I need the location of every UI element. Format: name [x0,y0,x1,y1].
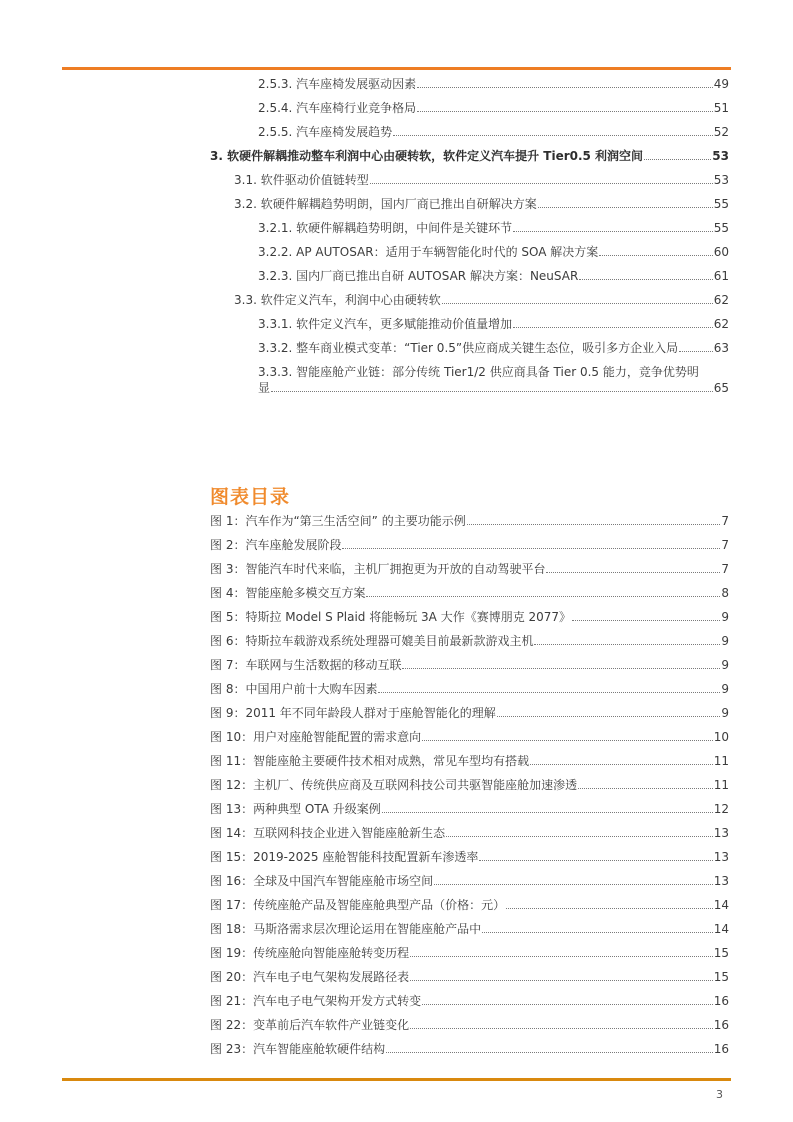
figure-title: 车联网与生活数据的移动互联 [245,658,402,672]
dot-leader [679,351,713,352]
figure-title: 两种典型 OTA 升级案例 [253,802,381,816]
figure-page: 9 [721,706,729,720]
figure-label: 图 3： [210,562,246,576]
figure-label: 图 17： [210,898,254,912]
figure-page: 12 [713,802,729,816]
dot-leader [410,956,713,957]
figure-page: 13 [713,850,729,864]
dot-leader [513,327,713,328]
toc-entry-title: 2.5.3. 汽车座椅发展驱动因素 [258,77,417,91]
dot-leader [506,908,713,909]
figure-label: 图 19： [210,946,254,960]
figure-title: 特斯拉车载游戏系统处理器可媲美目前最新款游戏主机 [245,634,534,648]
dot-leader [386,1052,713,1053]
toc-entry-title: 3.3. 软件定义汽车，利润中心由硬转软 [234,293,441,307]
figure-page: 9 [721,658,729,672]
toc-entry-page: 51 [713,101,729,115]
figure-label: 图 4： [210,586,246,600]
figure-entry[interactable] [210,753,729,769]
figure-title: 智能座舱主要硬件技术相对成熟，常见车型均有搭载 [253,754,530,768]
figure-page: 7 [721,538,729,552]
toc-entry-wrapped[interactable] [258,364,729,396]
figure-entry[interactable] [210,561,729,577]
toc-entry-page: 65 [713,381,729,395]
dot-leader [479,860,712,861]
figure-page: 13 [713,826,729,840]
figure-label: 图 2： [210,538,246,552]
figure-title: 智能座舱多模交互方案 [245,586,366,600]
figure-page: 16 [713,1018,729,1032]
figure-page: 15 [713,970,729,984]
figure-title: 汽车电子电气架构开发方式转变 [253,994,422,1008]
figure-entry[interactable] [210,1017,729,1033]
dot-leader [410,980,713,981]
figure-entry[interactable] [210,969,729,985]
figure-label: 图 9： [210,706,246,720]
figure-label: 图 13： [210,802,254,816]
page-number: 3 [716,1088,723,1101]
dot-leader [467,524,721,525]
figure-entry[interactable] [210,681,729,697]
figure-entry[interactable] [210,993,729,1009]
figure-title: 汽车作为“第三生活空间” 的主要功能示例 [245,514,466,528]
figure-entry[interactable] [210,1041,729,1057]
figure-title: 互联网科技企业进入智能座舱新生态 [253,826,446,840]
figure-title: 全球及中国汽车智能座舱市场空间 [253,874,434,888]
figure-entry[interactable] [210,537,729,553]
dot-leader [342,548,720,549]
toc-entry-title-line1: 3.3.3. 智能座舱产业链：部分传统 Tier1/2 供应商具备 Tier 0.5 能力，竞争优势明 [258,365,699,379]
figure-entry[interactable] [210,777,729,793]
figure-entry[interactable] [210,705,729,721]
footer-rule [62,1078,731,1081]
figure-label: 图 11： [210,754,254,768]
toc-entry-page: 60 [713,245,729,259]
dot-leader [370,183,713,184]
toc-entry-title: 3. 软硬件解耦推动整车利润中心由硬转软，软件定义汽车提升 Tier0.5 利润空间 [210,149,644,163]
figure-title: 智能汽车时代来临，主机厂拥抱更为开放的自动驾驶平台 [245,562,546,576]
figure-title: 传统座舱产品及智能座舱典型产品（价格：元） [253,898,506,912]
toc-entry[interactable] [258,268,729,284]
figure-label: 图 20： [210,970,254,984]
figure-page: 16 [713,1042,729,1056]
dot-leader [382,812,713,813]
dot-leader [434,884,713,885]
dot-leader [534,644,720,645]
dot-leader [578,788,713,789]
toc-entry-title: 3.3.1. 软件定义汽车，更多赋能推动价值量增加 [258,317,513,331]
figure-page: 9 [721,610,729,624]
dot-leader [446,836,713,837]
figure-label: 图 7： [210,658,246,672]
dot-leader [538,207,713,208]
dot-leader [579,279,712,280]
toc-entry-page: 61 [713,269,729,283]
figure-page: 13 [713,874,729,888]
figure-entry[interactable] [210,897,729,913]
figure-page: 7 [721,562,729,576]
figure-title: 马斯洛需求层次理论运用在智能座舱产品中 [253,922,482,936]
dot-leader [572,620,720,621]
dot-leader [599,255,712,256]
figure-entry[interactable] [210,585,729,601]
toc-entry-page: 62 [713,317,729,331]
toc-entry-title-line2: 显 [258,381,271,395]
toc-entry[interactable] [258,124,729,140]
figure-title: 中国用户前十大购车因素 [245,682,378,696]
figure-page: 11 [713,754,729,768]
toc-entry-page: 49 [713,77,729,91]
figure-title: 主机厂、传统供应商及互联网科技公司共驱智能座舱加速渗透 [253,778,578,792]
dot-leader [497,716,721,717]
figure-title: 汽车智能座舱软硬件结构 [253,1042,386,1056]
figure-page: 10 [713,730,729,744]
toc-entry-section[interactable] [234,196,729,212]
figure-entry[interactable] [210,609,729,625]
dot-leader [546,572,720,573]
dot-leader [644,159,711,160]
dot-leader [422,740,713,741]
figure-label: 图 10： [210,730,254,744]
figure-entry[interactable] [210,825,729,841]
dot-leader [271,391,713,392]
dot-leader [393,135,713,136]
figure-label: 图 22： [210,1018,254,1032]
figure-page: 14 [713,922,729,936]
figure-entry[interactable] [210,633,729,649]
figure-label: 图 8： [210,682,246,696]
dot-leader [513,231,713,232]
toc-entry[interactable] [258,220,729,236]
toc-entry-title: 3.2.1. 软硬件解耦趋势明朗，中间件是关键环节 [258,221,513,235]
toc-entry[interactable] [258,316,729,332]
toc-entry-title: 3.1. 软件驱动价值链转型 [234,173,369,187]
figure-label: 图 6： [210,634,246,648]
figure-title: 特斯拉 Model S Plaid 将能畅玩 3A 大作《赛博朋克 2077》 [245,610,572,624]
figure-entry[interactable] [210,921,729,937]
figure-entry[interactable] [210,873,729,889]
dot-leader [366,596,720,597]
dot-leader [402,668,720,669]
figure-page: 15 [713,946,729,960]
figure-entry[interactable] [210,657,729,673]
figure-entry[interactable] [210,945,729,961]
toc-entry-page: 53 [713,173,729,187]
dot-leader [417,87,713,88]
toc-entry-section[interactable] [234,172,729,188]
figure-page: 9 [721,634,729,648]
figure-entry[interactable] [210,801,729,817]
figure-label: 图 18： [210,922,254,936]
toc-entry[interactable] [258,76,729,92]
figures-heading: 图表目录 [210,486,291,508]
figure-title: 用户对座舱智能配置的需求意向 [253,730,422,744]
toc-entry-title: 2.5.4. 汽车座椅行业竞争格局 [258,101,417,115]
figure-page: 9 [721,682,729,696]
figure-page: 14 [713,898,729,912]
figure-page: 11 [713,778,729,792]
toc-entry[interactable] [258,244,729,260]
figure-title: 变革前后汽车软件产业链变化 [253,1018,410,1032]
toc-entry-page: 55 [713,197,729,211]
toc-entry-page: 52 [713,125,729,139]
header-rule [62,67,731,70]
figure-title: 传统座舱向智能座舱转变历程 [253,946,410,960]
toc-entry-section[interactable] [234,292,729,308]
toc-entry-title: 3.3.2. 整车商业模式变革：“Tier 0.5”供应商成关键生态位，吸引多方企业入局 [258,341,679,355]
figure-page: 8 [721,586,729,600]
figure-label: 图 1： [210,514,246,528]
dot-leader [378,692,720,693]
dot-leader [442,303,713,304]
toc-entry-chapter[interactable] [210,148,729,164]
toc-entry[interactable] [258,340,729,356]
figure-title: 2011 年不同年龄段人群对于座舱智能化的理解 [245,706,496,720]
toc-entry[interactable] [258,100,729,116]
dot-leader [530,764,713,765]
toc-entry-page: 62 [713,293,729,307]
figure-label: 图 21： [210,994,254,1008]
toc-entry-title: 3.2.2. AP AUTOSAR：适用于车辆智能化时代的 SOA 解决方案 [258,245,599,259]
dot-leader [482,932,713,933]
toc-entry-page: 55 [713,221,729,235]
toc-entry-page: 53 [712,149,729,163]
figure-label: 图 23： [210,1042,254,1056]
dot-leader [410,1028,713,1029]
figure-page: 7 [721,514,729,528]
toc-entry-page: 63 [713,341,729,355]
figure-page: 16 [713,994,729,1008]
figure-label: 图 15： [210,850,254,864]
figure-entry[interactable] [210,849,729,865]
dot-leader [417,111,713,112]
figure-label: 图 5： [210,610,246,624]
figure-entry[interactable] [210,729,729,745]
figure-label: 图 16： [210,874,254,888]
figure-label: 图 12： [210,778,254,792]
figure-title: 2019-2025 座舱智能科技配置新车渗透率 [253,850,479,864]
toc-entry-title: 3.2.3. 国内厂商已推出自研 AUTOSAR 解决方案：NeuSAR [258,269,579,283]
dot-leader [422,1004,713,1005]
toc-entry-title: 2.5.5. 汽车座椅发展趋势 [258,125,393,139]
figure-title: 汽车座舱发展阶段 [245,538,342,552]
figure-entry[interactable] [210,513,729,529]
toc-entry-title: 3.2. 软硬件解耦趋势明朗，国内厂商已推出自研解决方案 [234,197,537,211]
figure-title: 汽车电子电气架构发展路径表 [253,970,410,984]
figure-label: 图 14： [210,826,254,840]
